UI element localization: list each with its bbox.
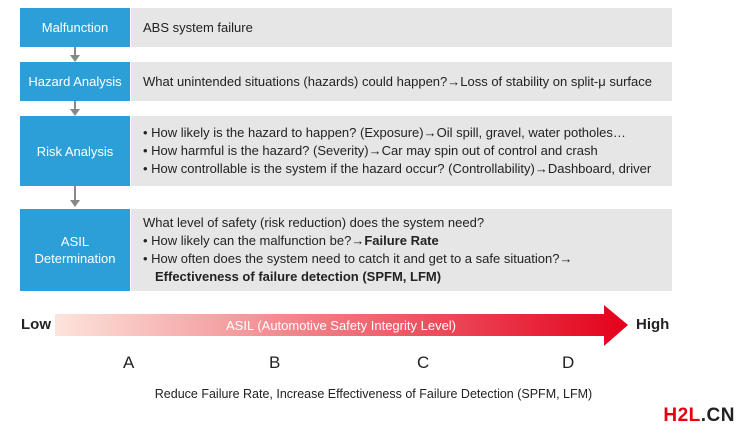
- step-label: Hazard Analysis: [28, 74, 122, 89]
- high-label: High: [636, 316, 670, 333]
- failure-rate-answer: Failure Rate: [364, 233, 439, 248]
- footnote: Reduce Failure Rate, Increase Effectiveness of Failure Detection (SPFM, LFM): [154, 387, 593, 401]
- step-label: Malfunction: [41, 20, 109, 35]
- logo-part1: H2L: [663, 405, 701, 426]
- question-line: What level of safety (risk reduction) does the system need?: [143, 215, 485, 230]
- step-label-line1: ASIL: [60, 234, 90, 249]
- logo: [663, 405, 735, 427]
- low-label: Low: [21, 316, 51, 333]
- description-line: What unintended situations (hazards) could happen?→Loss of stability on split-μ surface: [143, 73, 652, 89]
- asil-level-b: B: [269, 353, 281, 372]
- severity-line: • How harmful is the hazard? (Severity)→Car may spin out of control and crash: [143, 143, 598, 158]
- detection-answer-line: Effectiveness of failure detection (SPFM, LFM): [155, 269, 442, 284]
- detection-question-line: • How often does the system need to catch it and get to a safe situation?→: [143, 251, 573, 266]
- step-label: Risk Analysis: [36, 143, 114, 159]
- exposure-line: • How likely is the hazard to happen? (Exposure)→Oil spill, gravel, water potholes…: [143, 125, 626, 140]
- step-label-line2: Determination: [34, 251, 116, 266]
- asil-bar-label: ASIL (Automotive Safety Integrity Level): [226, 318, 457, 333]
- failure-rate-question: • How likely can the malfunction be?→: [143, 233, 365, 248]
- controllability-line: • How controllable is the system if the hazard occur? (Controllability)→Dashboard, driver: [143, 161, 652, 176]
- asil-level-c: C: [417, 353, 430, 372]
- asil-level-d: D: [562, 353, 575, 372]
- logo-part2: .CN: [700, 405, 735, 426]
- asil-level-a: A: [123, 353, 135, 372]
- description-line: ABS system failure: [143, 19, 253, 35]
